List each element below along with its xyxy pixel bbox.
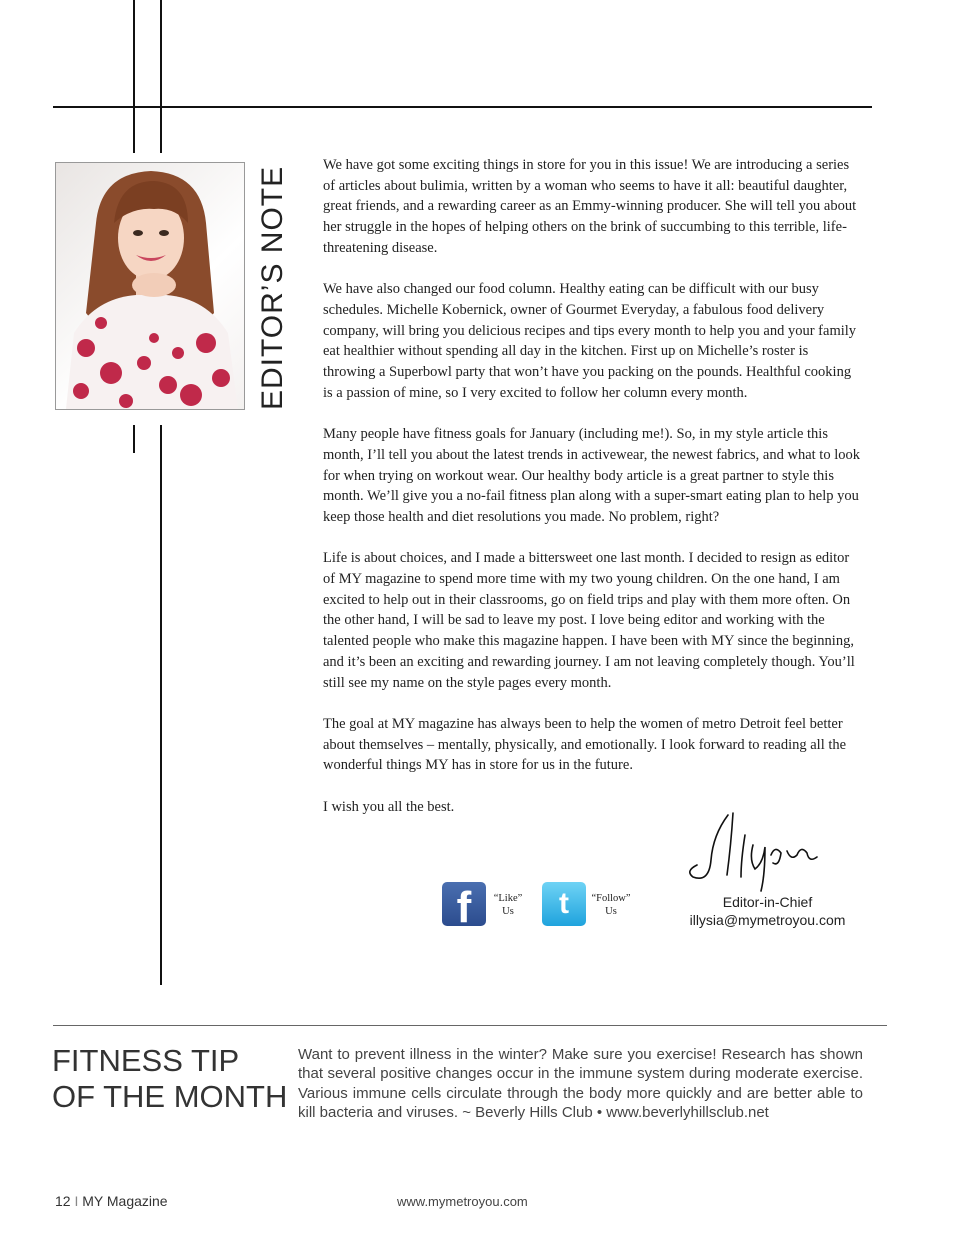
- handwritten-signature: [683, 805, 848, 897]
- paragraph: The goal at MY magazine has always been to help the women of metro Detroit feel better about themselves – mentally, physically, and emotionally. I look forward to reading all the wonderful things MY has in store for us in the future.: [323, 715, 847, 774]
- signature-title: Editor-in-Chief: [722, 894, 813, 910]
- paragraph: Life is about choices, and I made a bittersweet one last month. I decided to resign as editor of MY magazine to spend more time with my two young children. On the one hand, I am excited to help out in their classrooms, go on field trips and play with them more often. On the other hand, I will be sad to leave my post. I love being editor and working with the talented people who make this magazine happen. I have been with MY since the beginning, and it’s been an exciting and rewarding journey. I am not leaving completely though. You’ll still see my name on the style pages every month.: [323, 550, 855, 691]
- decorative-vertical-line: [160, 0, 162, 153]
- social-links: [440, 880, 670, 930]
- facebook-like-text: “Like”: [493, 893, 523, 904]
- fitness-tip-text: Want to prevent illness in the winter? Make sure you exercise! Research has shown that several positive changes occur in the immune system during moderate exercise. Various immune cells circulate through the body more quickly and are better able to kill bacteria and viruses. ~ Beverly Hills Club • www.beverlyhillsclub.net: [298, 1046, 863, 1121]
- fitness-tip-title-line1: FITNESS TIP: [52, 1043, 240, 1078]
- fitness-tip-title: [52, 1043, 292, 1115]
- decorative-vertical-line: [133, 0, 135, 153]
- footer-website[interactable]: www.mymetroyou.com: [397, 1194, 528, 1209]
- paragraph: We have also changed our food column. Healthy eating can be difficult with our busy schedules. Michelle Kobernick, owner of Gourmet Everyday, a fabulous food delivery company, will bring you delicious recipes and tips every month to help you and your family eat healthier without spending all day in the kitchen. First up on Michelle’s roster is throwing a Superbowl party that won’t have you packing on the pounds. Healthful cooking is a passion of mine, so I very excited to follow her column every month.: [323, 281, 857, 401]
- facebook-like-label[interactable]: [488, 892, 528, 918]
- footer-page-info: [55, 1193, 168, 1209]
- twitter-us-text: Us: [605, 906, 617, 917]
- paragraph: We have got some exciting things in store for you in this issue! We are introducing a series of articles about bulimia, written by a woman who seems to have it all: beautiful daughter, great friends, and a rewarding career as an Emmy-winning producer. She will tell you about her struggle in the hopes of helping others on the brink of succumbing to this terrible, life-threatening disease.: [323, 157, 857, 256]
- editor-letter: [323, 155, 863, 838]
- twitter-follow-label[interactable]: [588, 892, 634, 918]
- editor-photo: [55, 162, 245, 410]
- decorative-vertical-line: [133, 425, 135, 453]
- twitter-follow-text: “Follow”: [591, 893, 631, 904]
- section-title: EDITOR’S NOTE: [256, 165, 289, 410]
- paragraph: I wish you all the best.: [323, 798, 455, 815]
- top-horizontal-rule: [53, 106, 872, 108]
- fitness-tip-title-line2: OF THE MONTH: [52, 1079, 288, 1114]
- page-number: 12: [55, 1193, 71, 1209]
- signature-email[interactable]: illysia@mymetroyou.com: [689, 912, 846, 928]
- magazine-name: MY Magazine: [82, 1193, 168, 1209]
- paragraph: Many people have fitness goals for January (including me!). So, in my style article this month, I’ll tell you about the latest trends in activewear, the newest fabrics, and what to look for when trying on workout wear. Our healthy body article is a great partner to style this month. We’ll give you a no-fail fitness plan along with a super-smart eating plan to help you keep those health and diet resolutions you made. No problem, right?: [323, 426, 860, 525]
- footer-separator: I: [74, 1193, 79, 1209]
- facebook-us-text: Us: [502, 906, 514, 917]
- facebook-icon[interactable]: f: [442, 882, 486, 926]
- bottom-horizontal-rule: [53, 1025, 887, 1026]
- twitter-icon[interactable]: t: [542, 882, 586, 926]
- decorative-vertical-line: [160, 425, 162, 985]
